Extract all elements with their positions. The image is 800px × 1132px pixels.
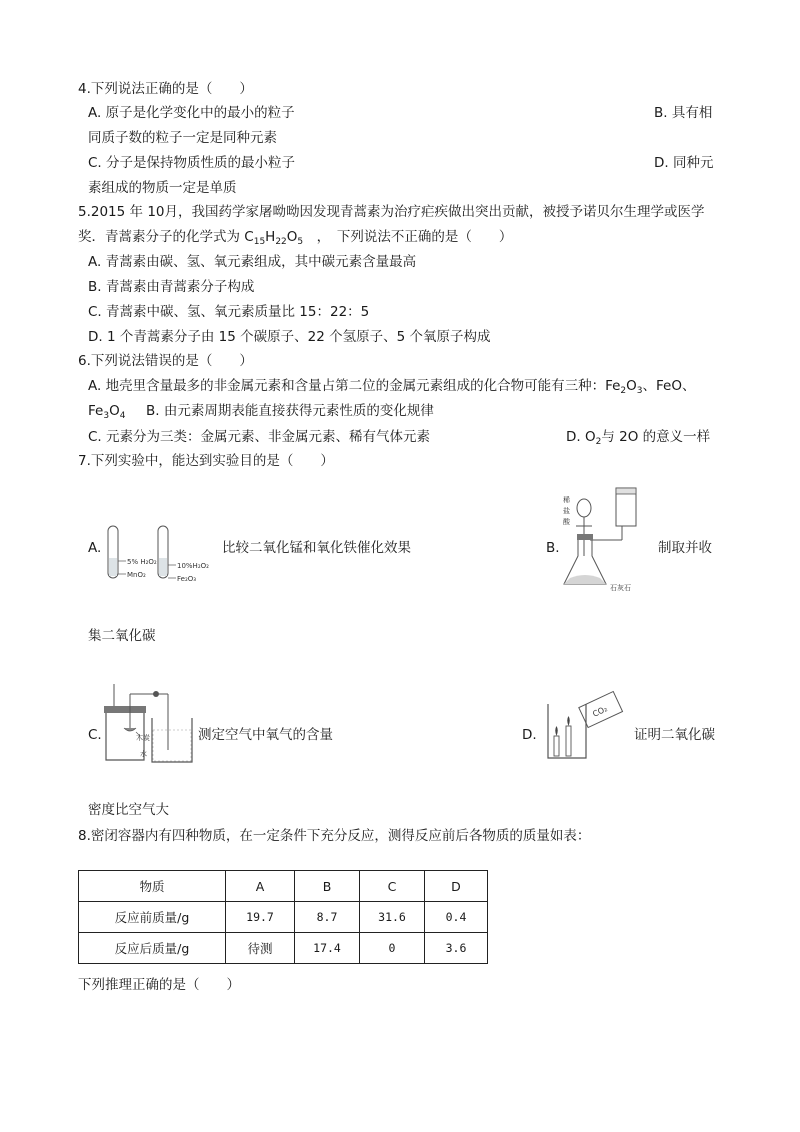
q4-option-d-part2: 素组成的物质一定是单质 bbox=[88, 180, 237, 196]
q7-option-a-label: A. bbox=[88, 540, 102, 556]
q7-option-c-label: C. bbox=[88, 727, 102, 743]
label-co2: CO₂ bbox=[591, 704, 609, 719]
q6-a-tail: 、FeO、 bbox=[642, 378, 696, 394]
label-10pct-h2o2: 10%H₂O₂ bbox=[177, 562, 209, 570]
table-cell: 0.4 bbox=[425, 902, 488, 933]
q5-stem-line1: 5.2015 年 10月，我国药学家屠呦呦因发现青蒿素为治疗疟疾做出突出贡献，被授予诺贝尔生理学或医学 bbox=[78, 204, 705, 220]
label-charcoal: 木炭 bbox=[136, 734, 150, 742]
formula-sub: 22 bbox=[275, 237, 287, 247]
q4-option-c: C. 分子是保持物质性质的最小粒子 bbox=[88, 155, 296, 171]
q6-option-d bbox=[566, 428, 710, 446]
q6-option-c: C. 元素分为三类：金属元素、非金属元素、稀有气体元素 bbox=[88, 429, 431, 445]
q7-option-a-text: 比较二氧化锰和氧化铁催化效果 bbox=[222, 540, 411, 556]
label-acid-3: 酸 bbox=[563, 518, 570, 526]
label-water: 水 bbox=[140, 750, 147, 758]
q6-stem: 6.下列说法错误的是（ ） bbox=[78, 353, 253, 369]
liquid-right bbox=[159, 558, 167, 576]
table-header-cell: A bbox=[226, 871, 295, 902]
formula-sub: 3 bbox=[103, 411, 110, 421]
co2-density-figure bbox=[540, 690, 624, 762]
label-limestone: 石灰石 bbox=[610, 584, 631, 592]
q4-option-d-part1: D. 同种元 bbox=[654, 155, 714, 171]
q7-option-d-text-part1: 证明二氧化碳 bbox=[634, 727, 715, 743]
q7-option-b-text-part2: 集二氧化碳 bbox=[88, 628, 156, 644]
q7-option-b-text-part1: 制取并收 bbox=[658, 540, 712, 556]
q6-d-tail: 与 2O 的意义一样 bbox=[601, 429, 711, 445]
table-cell: 8.7 bbox=[295, 902, 360, 933]
q4-option-b-part1: B. 具有相 bbox=[654, 105, 713, 121]
label-mno2: MnO₂ bbox=[127, 571, 146, 579]
table-cell: 19.7 bbox=[226, 902, 295, 933]
q7-option-d-text-part2: 密度比空气大 bbox=[88, 802, 169, 818]
mass-table bbox=[78, 870, 488, 964]
jar-stopper bbox=[104, 706, 146, 713]
formula-part: H bbox=[265, 229, 276, 245]
formula-part: O bbox=[109, 403, 120, 419]
label-5pct-h2o2: 5% H₂O₂ bbox=[127, 558, 157, 566]
q8-question: 下列推理正确的是（ ） bbox=[78, 977, 240, 993]
test-tubes-figure bbox=[100, 524, 210, 586]
q5-option-c: C. 青蒿素中碳、氢、氧元素质量比 15：22：5 bbox=[88, 304, 370, 320]
flame-tall bbox=[567, 716, 570, 726]
co2-generator-figure bbox=[560, 486, 650, 594]
label-acid-1: 稀 bbox=[563, 496, 570, 504]
table-header-cell: D bbox=[425, 871, 488, 902]
candle-short bbox=[554, 736, 559, 756]
table-header-cell: B bbox=[295, 871, 360, 902]
table-cell: 17.4 bbox=[295, 933, 360, 964]
q7-stem: 7.下列实验中，能达到实验目的是（ ） bbox=[78, 453, 334, 469]
table-row bbox=[79, 933, 488, 964]
separatory-funnel bbox=[577, 499, 591, 517]
table-cell: 3.6 bbox=[425, 933, 488, 964]
table-cell: 31.6 bbox=[360, 902, 425, 933]
beaker bbox=[152, 718, 192, 762]
q6-d-text: D. O bbox=[566, 429, 596, 445]
table-header-row bbox=[79, 871, 488, 902]
formula-sub: 3 bbox=[636, 386, 643, 396]
formula-sub: 15 bbox=[253, 237, 266, 247]
q5-option-d: D. 1 个青蒿素分子由 15 个碳原子、22 个氢原子、5 个氧原子构成 bbox=[88, 329, 491, 345]
q5-stem-text: 奖．青蒿素分子的化学式为 C bbox=[78, 229, 254, 245]
q5-option-a: A. 青蒿素由碳、氢、氧元素组成，其中碳元素含量最高 bbox=[88, 254, 417, 270]
table-cell: 0 bbox=[360, 933, 425, 964]
label-fe2o3: Fe₂O₃ bbox=[177, 575, 197, 583]
formula-sub: 2 bbox=[595, 437, 602, 447]
oxygen-measure-figure bbox=[100, 680, 196, 766]
q5-option-b: B. 青蒿素由青蒿素分子构成 bbox=[88, 279, 255, 295]
formula-part: Fe bbox=[88, 403, 104, 419]
q7-option-b-label: B. bbox=[546, 540, 560, 556]
q6-option-a-line2 bbox=[88, 402, 125, 420]
formula-sub: 2 bbox=[620, 386, 627, 396]
q4-stem: 4.下列说法正确的是（ ） bbox=[78, 81, 253, 97]
q7-option-d-label: D. bbox=[522, 727, 537, 743]
q5-stem-tail: ， 下列说法不正确的是（ ） bbox=[303, 229, 513, 245]
table-header-cell: 物质 bbox=[79, 871, 226, 902]
q6-option-b: B. 由元素周期表能直接获得元素性质的变化规律 bbox=[146, 403, 434, 419]
q8-stem: 8.密闭容器内有四种物质，在一定条件下充分反应，测得反应前后各物质的质量如表： bbox=[78, 828, 591, 844]
q6-a-text: A. 地壳里含量最多的非金属元素和含量占第二位的金属元素组成的化合物可能有三种：Fe bbox=[88, 378, 621, 394]
liquid-left bbox=[109, 558, 117, 576]
q6-option-a-line1 bbox=[88, 377, 696, 395]
clamp bbox=[153, 691, 159, 697]
formula-sub: 4 bbox=[119, 411, 126, 421]
table-cell: 反应前质量/g bbox=[79, 902, 226, 933]
table-row bbox=[79, 902, 488, 933]
formula-part: O bbox=[286, 229, 298, 245]
charcoal bbox=[124, 728, 136, 731]
flame-short bbox=[555, 726, 558, 736]
formula-sub: 5 bbox=[297, 237, 304, 247]
table-header-cell: C bbox=[360, 871, 425, 902]
candle-tall bbox=[566, 726, 571, 756]
water bbox=[153, 730, 191, 761]
q4-option-b-part2: 同质子数的粒子一定是同种元素 bbox=[88, 130, 277, 146]
stopper bbox=[577, 534, 593, 540]
label-acid-2: 盐 bbox=[563, 507, 570, 515]
q4-option-a: A. 原子是化学变化中的最小的粒子 bbox=[88, 105, 295, 121]
table-cell: 反应后质量/g bbox=[79, 933, 226, 964]
formula-part: O bbox=[626, 378, 637, 394]
q5-stem-line2 bbox=[78, 228, 512, 246]
q7-option-c-text: 测定空气中氧气的含量 bbox=[198, 727, 333, 743]
limestone bbox=[564, 575, 606, 584]
table-cell: 待测 bbox=[226, 933, 295, 964]
